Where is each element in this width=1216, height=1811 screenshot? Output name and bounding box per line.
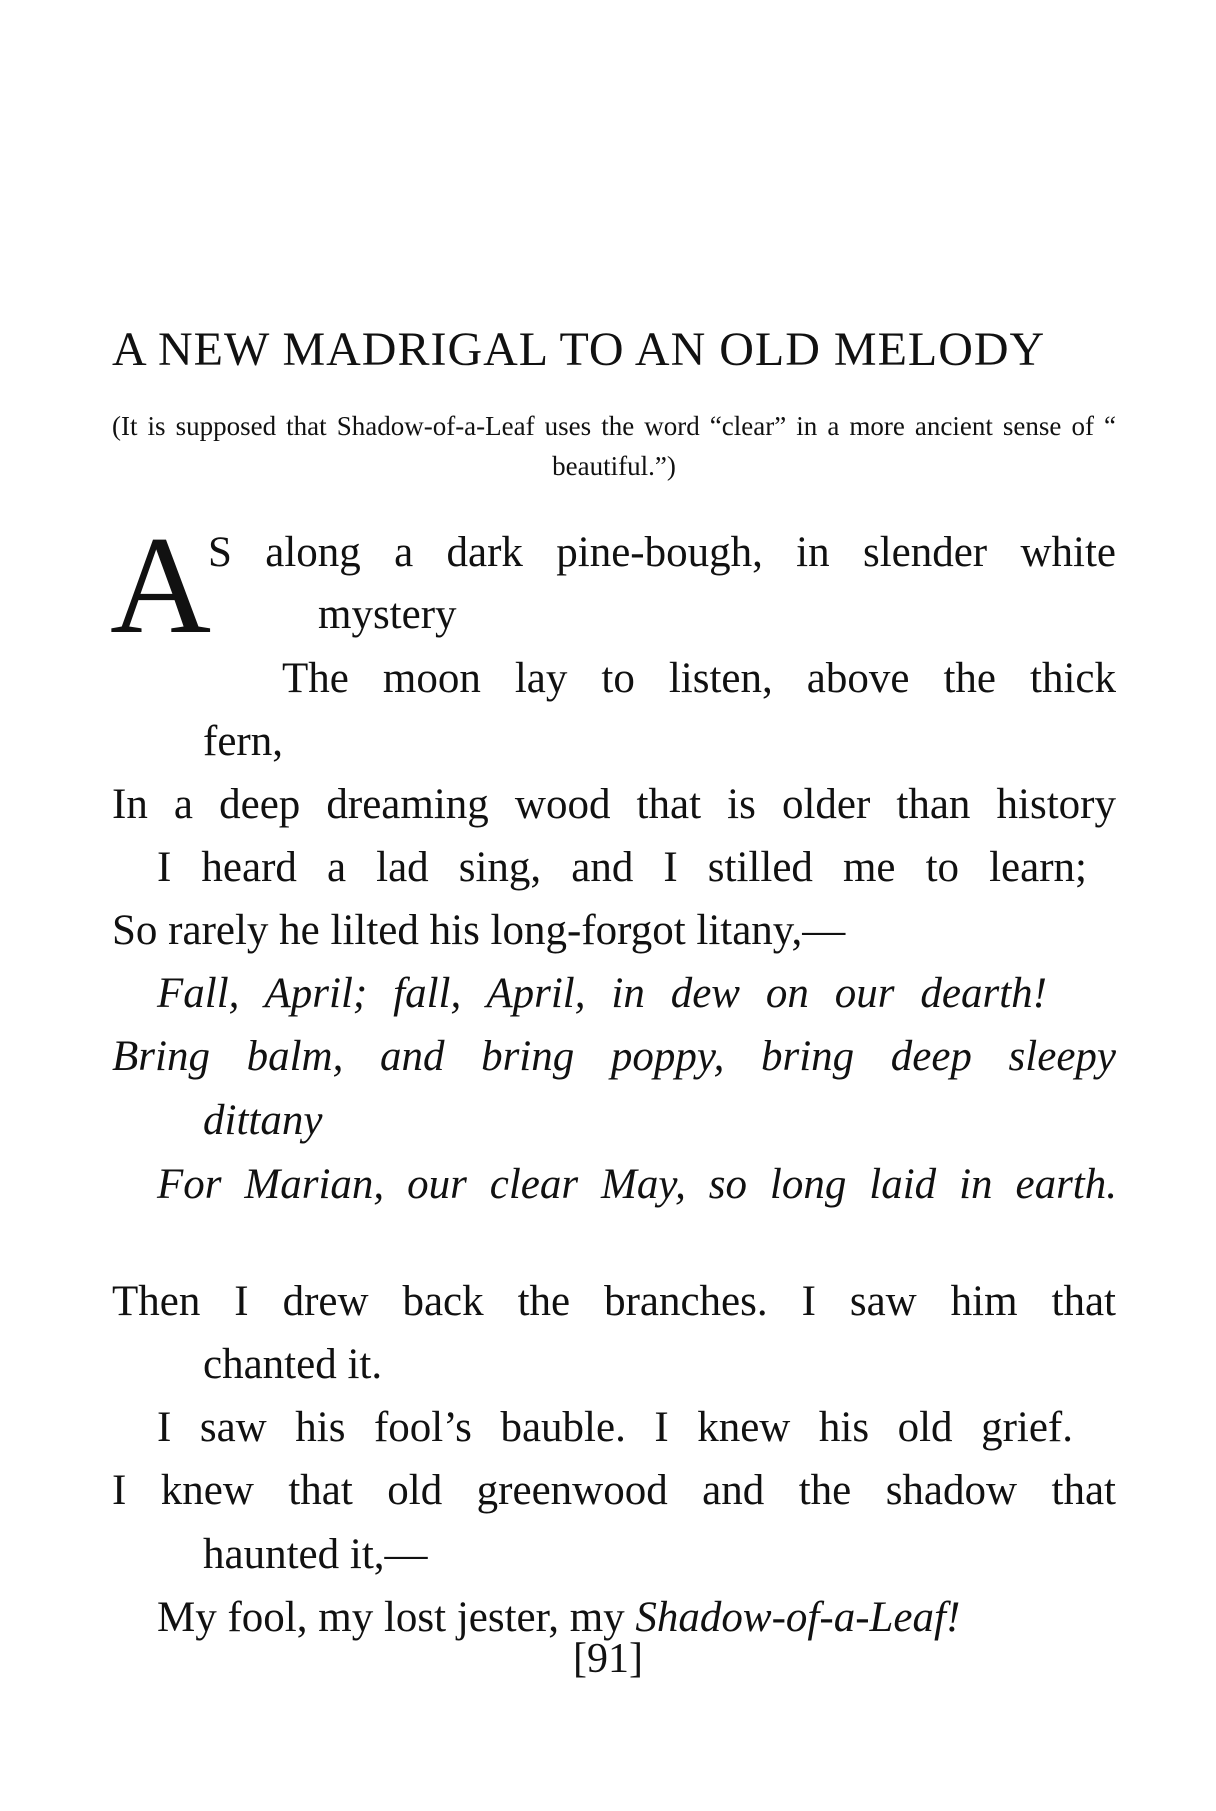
poem-line: I saw his fool’s bauble. I knew his old grief. xyxy=(157,1404,1073,1451)
poem-line: I heard a lad sing, and I stilled me to learn; xyxy=(157,844,1087,891)
poem-line-italic: Bring balm, and bring poppy, bring deep sleepy xyxy=(112,1033,1116,1080)
poem-line-italic: Fall, April; fall, April, in dew on our dearth! xyxy=(157,970,1047,1017)
poem-subtitle-note: (It is supposed that Shadow-of-a-Leaf uses the word “clear” in a more ancient sense of “ beautiful.”) xyxy=(112,411,1116,481)
poem-line: I knew that old greenwood and the shadow that xyxy=(112,1467,1116,1514)
poem-line-italic-text: Shadow-of-a-Leaf! xyxy=(635,1594,961,1641)
poem-line-text: My fool, my lost jester, my xyxy=(157,1594,636,1641)
poem-line-continuation: mystery xyxy=(318,591,457,638)
poem-line: The moon lay to listen, above the thick xyxy=(282,655,1116,702)
poem-line: S along a dark pine-bough, in slender white xyxy=(208,529,1116,576)
poem-line-continuation: dittany xyxy=(203,1097,323,1144)
poem-line-continuation: fern, xyxy=(203,718,283,765)
poem-line-italic: For Marian, our clear May, so long laid in earth. xyxy=(157,1161,1117,1208)
poem-line: So rarely he lilted his long-forgot litany,— xyxy=(112,907,846,954)
poem-line-continuation: haunted it,— xyxy=(203,1531,428,1578)
page-number: [91] xyxy=(573,1636,643,1682)
poem-title: A NEW MADRIGAL TO AN OLD MELODY xyxy=(112,323,1046,376)
drop-cap: A xyxy=(110,508,212,663)
poem-line: In a deep dreaming wood that is older than history xyxy=(112,781,1116,828)
poem-line-continuation: chanted it. xyxy=(203,1341,383,1388)
poem-line: Then I drew back the branches. I saw him that xyxy=(112,1278,1116,1325)
